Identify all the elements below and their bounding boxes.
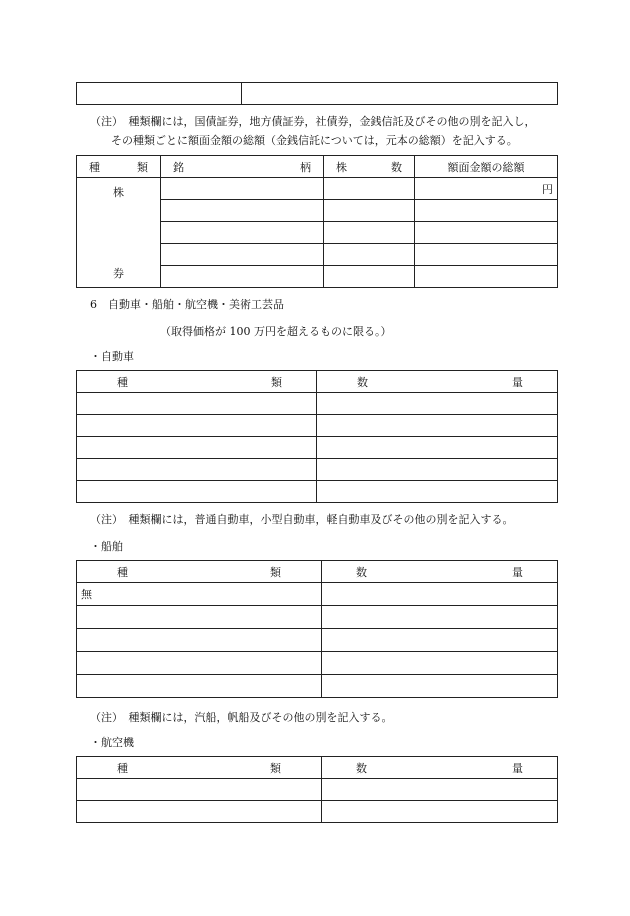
table-row [77,801,558,823]
table-row [77,779,558,801]
header-quantity: 数 量 [322,561,558,583]
header-kind: 種 類 [77,757,322,779]
table-row [77,652,558,675]
header-kind: 種 類 [77,561,322,583]
table-header-row [77,156,558,178]
table-row [77,675,558,698]
section6-subheading: （取得価格が 100 万円を超えるものに限る。） [160,325,392,338]
table-row [77,481,558,503]
header-face-value: 額面金額の総額 [415,156,558,178]
ship-kind-value: 無 [77,583,322,606]
table-row [77,393,558,415]
table-header-row [77,561,558,583]
aircraft-title: ・航空機 [90,736,134,749]
table-row [77,606,558,629]
table-header-row [77,371,558,393]
table-cell [161,178,324,200]
continued-table [76,82,558,105]
securities-note-line2: その種類ごとに額面金額の総額（金銭信託については，元本の総額）を記入する。 [111,134,518,147]
ships-note: （注） 種類欄には，汽船，帆船及びその他の別を記入する。 [90,711,393,724]
header-name: 銘 柄 [161,156,324,178]
vehicles-note: （注） 種類欄には，普通自動車，小型自動車，軽自動車及びその他の別を記入する。 [90,513,514,526]
header-count: 株 数 [324,156,415,178]
aircraft-table [76,756,558,823]
vehicles-title: ・自動車 [90,350,134,363]
table-cell [324,178,415,200]
table-row [77,437,558,459]
table-row [77,583,558,606]
stock-label-top: 株 [113,186,124,199]
table-row [77,629,558,652]
table-cell [322,583,558,606]
table-row [77,415,558,437]
yen-unit: 円 [415,178,558,200]
ships-table [76,560,558,698]
securities-note-line1: （注） 種類欄には，国債証券，地方債証券，社債券，金銭信託及びその他の別を記入し， [90,115,536,128]
stocks-table [76,155,558,288]
vehicles-table [76,370,558,503]
header-quantity: 数 量 [322,757,558,779]
stock-kind-cell [77,178,161,288]
header-quantity: 数 量 [317,371,558,393]
ships-title: ・船舶 [90,540,123,553]
table-cell [77,83,242,105]
table-row [77,83,558,105]
table-row [77,459,558,481]
table-header-row [77,757,558,779]
header-kind: 種 類 [77,371,317,393]
stock-label-bottom: 券 [113,267,124,280]
table-cell [242,83,558,105]
section6-heading: 6 自動車・船舶・航空機・美術工芸品 [90,298,284,311]
header-kind: 種 類 [77,156,161,178]
table-row [77,178,558,200]
